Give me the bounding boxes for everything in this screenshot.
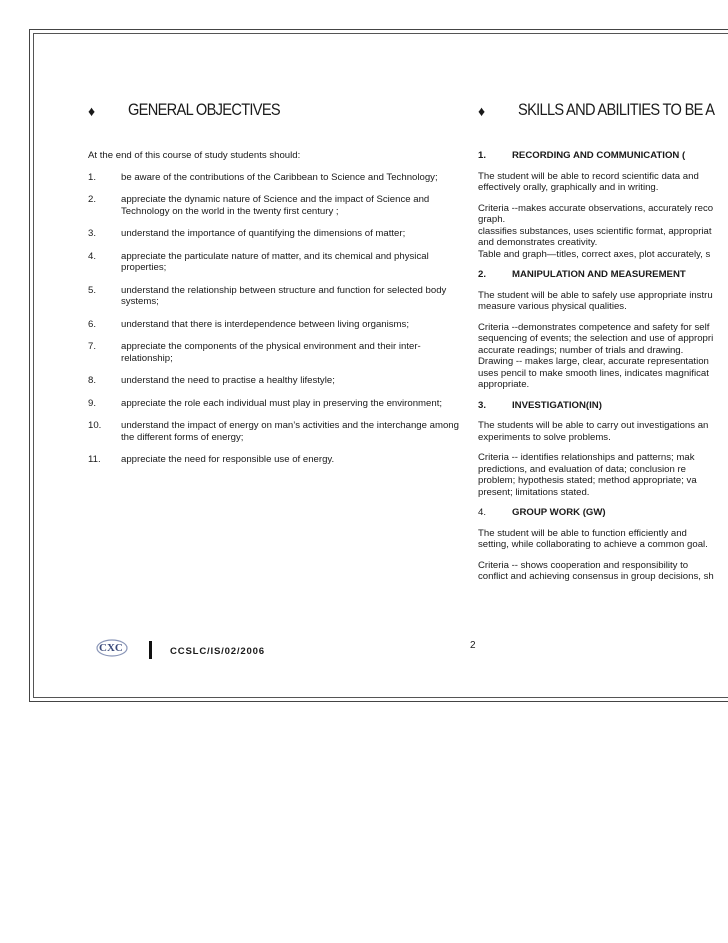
objective-item <box>88 420 466 443</box>
text-line: Criteria --makes accurate observations, accurately reco <box>478 202 714 214</box>
objective-number: 4. <box>88 250 97 262</box>
text-line: graph. <box>478 214 506 225</box>
text-line: experiments to solve problems. <box>478 431 611 443</box>
objective-text: appreciate the components of the physical environment and their inter-relationship; <box>121 341 421 364</box>
objective-number: 11. <box>88 454 101 465</box>
text-line: problem; hypothesis stated; method appropriate; va <box>478 475 697 486</box>
skill-title-text: INVESTIGATION(IN) <box>512 399 602 411</box>
skill-paragraph <box>478 528 728 551</box>
objective-number: 3. <box>88 228 97 239</box>
skill-title-text: RECORDING AND COMMUNICATION ( <box>512 150 686 161</box>
skill-title-recording <box>478 150 728 162</box>
logo-text: CXC <box>99 642 123 654</box>
objective-text: appreciate the role each individual must play in preserving the environment; <box>121 397 443 409</box>
objective-item <box>88 251 466 274</box>
skill-criteria <box>478 560 728 583</box>
objective-text: understand the need to practise a healthy lifestyle; <box>121 375 335 386</box>
skill-criteria <box>478 322 728 391</box>
text-line: The student will be able to record scientific data and <box>478 170 699 182</box>
objective-item <box>88 454 466 466</box>
objective-item <box>88 341 466 364</box>
skill-title-text: MANIPULATION AND MEASUREMENT <box>512 269 686 280</box>
skill-criteria <box>478 203 728 261</box>
objective-item <box>88 172 466 184</box>
objective-item <box>88 398 466 410</box>
text-line: Drawing -- makes large, clear, accurate representation <box>478 356 709 367</box>
text-line: sequencing of events; the selection and use of appropri <box>478 333 714 344</box>
objective-number: 2. <box>88 194 97 205</box>
skill-criteria <box>478 452 728 498</box>
skill-title-group-work <box>478 507 728 519</box>
general-objectives-column <box>88 100 466 477</box>
text-line: The students will be able to carry out investigations an <box>478 420 709 431</box>
general-objectives-heading: GENERAL OBJECTIVES <box>128 100 281 119</box>
objective-text: understand the impact of energy on man’s activities and the interchange among the different forms of energy; <box>121 420 459 443</box>
skill-paragraph <box>478 420 728 443</box>
skill-paragraph <box>478 171 728 194</box>
text-line: Table and graph—titles, correct axes, plot accurately, s <box>478 248 711 260</box>
objective-text: appreciate the particulate nature of matter, and its chemical and physical properties; <box>121 250 429 273</box>
text-line: The student will be able to function efficiently and <box>478 527 687 539</box>
skills-heading: SKILLS AND ABILITIES TO BE A <box>518 100 715 119</box>
skill-number: 2. <box>478 269 487 280</box>
diamond-bullet-icon: ♦ <box>478 103 486 119</box>
text-line: The student will be able to safely use appropriate instru <box>478 289 713 301</box>
objective-text: understand that there is interdependence between living organisms; <box>121 318 409 330</box>
objective-text: be aware of the contributions of the Caribbean to Science and Technology; <box>121 171 438 183</box>
objective-text: appreciate the dynamic nature of Science and the impact of Science and Technology on the world in the twenty first century ; <box>121 194 430 217</box>
objective-number: 8. <box>88 375 97 386</box>
skill-title-text: GROUP WORK (GW) <box>512 507 606 518</box>
cxc-logo-icon <box>94 637 130 659</box>
text-line: predictions, and evaluation of data; conclusion re <box>478 463 686 475</box>
objective-item <box>88 228 466 240</box>
skill-number: 4. <box>478 507 487 518</box>
text-line: classifies substances, uses scientific format, appropriat <box>478 225 712 237</box>
footer-divider <box>149 641 152 659</box>
skill-number: 3. <box>478 399 487 411</box>
objective-number: 9. <box>88 397 97 409</box>
text-line: measure various physical qualities. <box>478 301 627 312</box>
text-line: appropriate. <box>478 379 530 390</box>
objective-number: 1. <box>88 171 97 183</box>
text-line: accurate readings; number of trials and drawing. <box>478 344 684 356</box>
text-line: Criteria -- identifies relationships and patterns; mak <box>478 452 695 463</box>
objective-number: 10. <box>88 420 102 431</box>
text-line: conflict and achieving consensus in group decisions, sh <box>478 571 714 582</box>
diamond-bullet-icon: ♦ <box>88 103 96 119</box>
objective-item <box>88 285 466 308</box>
skill-title-manipulation <box>478 269 728 281</box>
general-objectives-heading-row <box>88 100 466 130</box>
skills-abilities-column <box>478 100 728 592</box>
objectives-intro: At the end of this course of study students should: <box>88 150 301 161</box>
objective-number: 7. <box>88 341 97 352</box>
objective-number: 5. <box>88 284 97 296</box>
text-line: Criteria --demonstrates competence and safety for self <box>478 321 710 333</box>
text-line: uses pencil to make smooth lines, indicates magnificat <box>478 367 709 379</box>
objectives-list <box>88 172 466 466</box>
text-line: and demonstrates creativity. <box>478 237 598 248</box>
skill-number: 1. <box>478 150 487 161</box>
document-code: CCSLC/IS/02/2006 <box>170 646 265 657</box>
page-number: 2 <box>470 640 476 651</box>
text-line: Criteria -- shows cooperation and responsibility to <box>478 559 689 571</box>
objective-text: understand the importance of quantifying the dimensions of matter; <box>121 228 406 239</box>
skills-heading-row <box>478 100 728 130</box>
skill-title-investigation <box>478 400 728 412</box>
text-line: present; limitations stated. <box>478 486 590 498</box>
objective-number: 6. <box>88 318 97 330</box>
objective-item <box>88 375 466 387</box>
objective-item <box>88 194 466 217</box>
text-line: effectively orally, graphically and in writing. <box>478 182 659 193</box>
text-line: setting, while collaborating to achieve a common goal. <box>478 539 708 550</box>
objective-item <box>88 319 466 331</box>
objective-text: understand the relationship between structure and function for selected body systems; <box>121 284 447 307</box>
objective-text: appreciate the need for responsible use of energy. <box>121 454 335 465</box>
skill-paragraph <box>478 290 728 313</box>
